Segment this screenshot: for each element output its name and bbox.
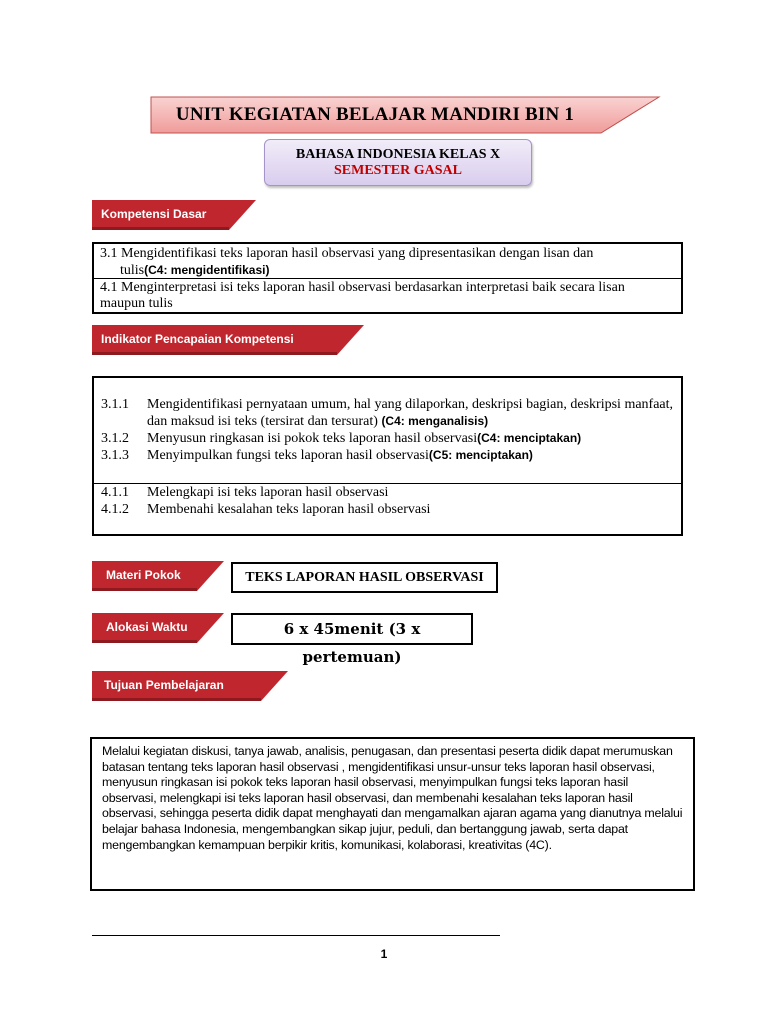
kompetensi-dasar-box <box>92 242 683 314</box>
tab-tujuan-pembelajaran <box>92 671 288 702</box>
list-item <box>101 501 677 518</box>
indikator-list-3 <box>101 396 677 464</box>
tujuan-text: Melalui kegiatan diskusi, tanya jawab, analisis, penugasan, dan presentasi peserta didik dapat merumuskan batasan tentang teks laporan hasil observasi , mengidentifikasi unsur-unsur teks laporan hasil observasi, menyusun ringkasan isi pokok teks laporan hasil observasi, menyimpulkan fungsi teks laporan hasil observasi, melengkapi isi teks laporan hasil observasi, dan membenahi kesalahan teks laporan hasil observasi, sehingga peserta didik dapat menghayati dan mengamalkan ajaran agama yang dianutnya melalui belajar bahasa Indonesia, mengembangkan sikap jujur, peduli, dan bertanggung jawab, serta dapat mengembangkan kemampuan berpikir kritis, komunikasi, kolaborasi, kreativitas (4C). <box>102 744 683 852</box>
tab-label: Kompetensi Dasar <box>101 207 207 221</box>
tab-alokasi-waktu <box>92 613 224 644</box>
indikator-upper <box>94 378 681 484</box>
indikator-list-4 <box>101 484 677 518</box>
tab-label: Materi Pokok <box>106 568 181 582</box>
item-number: 3.1.1 <box>101 397 129 412</box>
item-number: 3.1.2 <box>101 431 129 446</box>
subject-box <box>264 139 532 186</box>
item-text <box>147 430 677 447</box>
list-item <box>101 447 677 464</box>
subject-class: BAHASA INDONESIA KELAS X <box>295 147 501 162</box>
materi-pokok-value: TEKS LAPORAN HASIL OBSERVASI <box>231 562 498 593</box>
list-item <box>101 484 677 501</box>
page-title: UNIT KEGIATAN BELAJAR MANDIRI BIN 1 <box>175 104 575 125</box>
cognitive-tag: (C4: menciptakan) <box>477 431 582 445</box>
item-number: 4.1.1 <box>101 485 129 500</box>
item-number: 4.1.2 <box>101 502 129 517</box>
kd-text: 4.1 Menginterpretasi isi teks laporan hasil observasi berdasarkan interpretasi baik secara lisan <box>100 280 625 295</box>
kd-item-4-1 <box>94 279 681 312</box>
cognitive-tag: (C4: menganalisis) <box>381 414 489 428</box>
kd-text-cont: tulis <box>120 263 145 278</box>
item-text-body: Menyimpulkan fungsi teks laporan hasil observasi <box>147 448 429 463</box>
kd-cognitive-tag: (C4: mengidentifikasi) <box>144 263 270 277</box>
item-text-body: Menyusun ringkasan isi pokok teks laporan hasil observasi <box>147 431 478 446</box>
alokasi-waktu-value: 6 x 45menit (3 x pertemuan) <box>231 613 473 645</box>
footer-divider <box>92 935 500 936</box>
list-item <box>101 430 677 447</box>
tab-kompetensi-dasar <box>92 200 256 231</box>
indikator-box <box>92 376 683 536</box>
tujuan-pembelajaran-box <box>90 737 695 891</box>
kd-item-3-1 <box>94 244 681 279</box>
tab-label: Indikator Pencapaian Kompetensi <box>101 332 294 346</box>
title-banner <box>150 96 660 136</box>
tab-indikator <box>92 325 364 356</box>
subject-semester: SEMESTER GASAL <box>334 163 462 178</box>
cognitive-tag: (C5: menciptakan) <box>428 448 533 462</box>
item-text <box>147 447 677 464</box>
item-number: 3.1.3 <box>101 448 129 463</box>
tab-materi-pokok <box>92 561 224 592</box>
tab-label: Alokasi Waktu <box>106 620 188 634</box>
item-text: Melengkapi isi teks laporan hasil observasi <box>147 485 389 500</box>
item-text-body: Mengidentifikasi pernyataan umum, hal yang dilaporkan, deskripsi bagian, deskripsi manfaat, dan maksud isi teks (tersirat dan tersurat) <box>147 397 674 429</box>
item-text <box>147 396 677 430</box>
page-number: 1 <box>380 947 388 961</box>
kd-text: 3.1 Mengidentifikasi teks laporan hasil observasi yang dipresentasikan dengan lisan dan <box>100 246 594 261</box>
tab-label: Tujuan Pembelajaran <box>104 678 224 692</box>
item-text: Membenahi kesalahan teks laporan hasil observasi <box>147 502 431 517</box>
list-item <box>101 396 677 430</box>
kd-text-cont: maupun tulis <box>100 296 173 311</box>
